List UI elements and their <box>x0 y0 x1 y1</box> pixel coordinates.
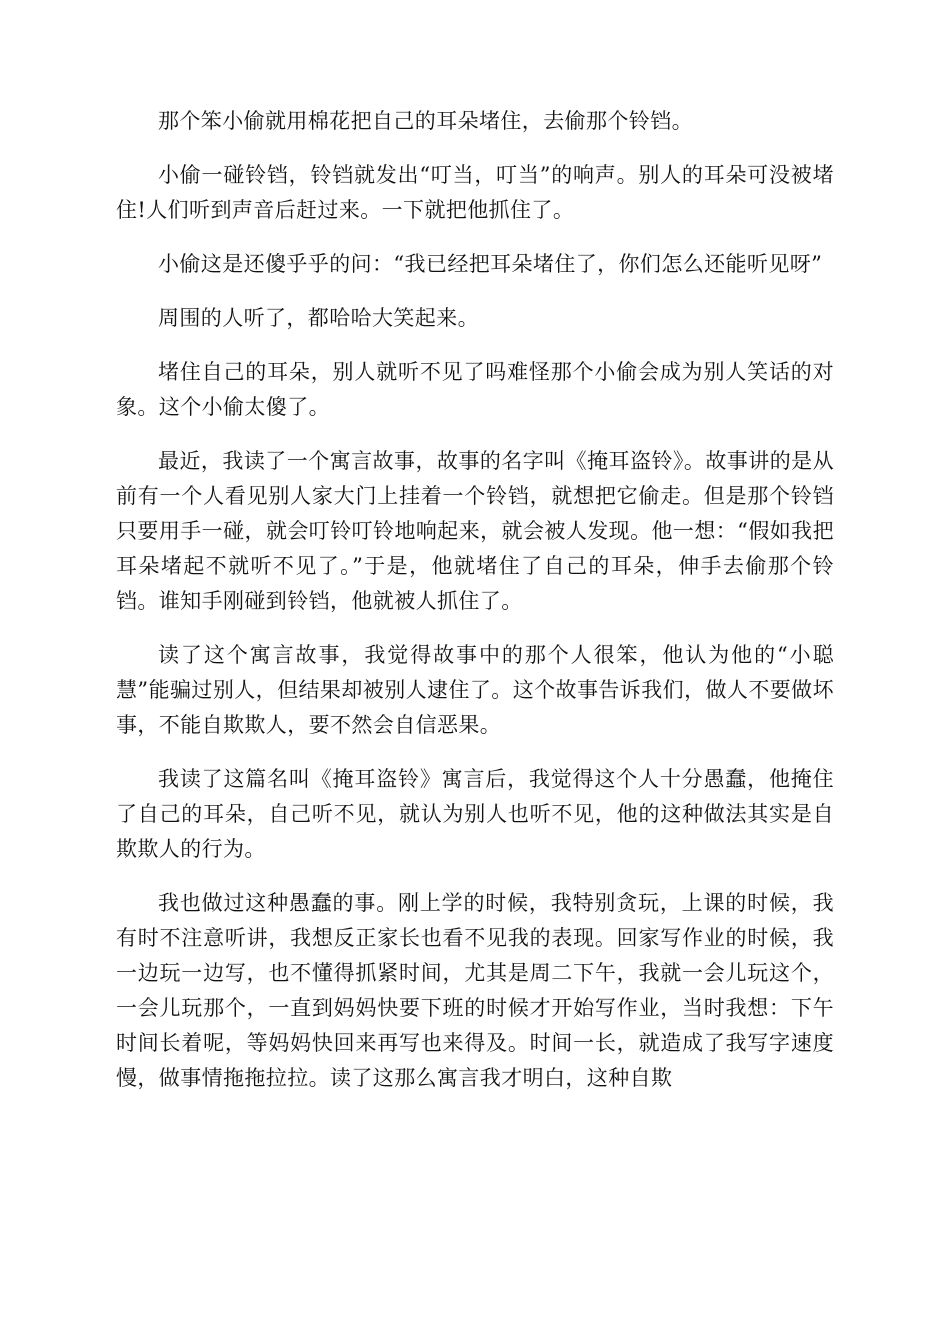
paragraph-5: 堵住自己的耳朵，别人就听不见了吗难怪那个小偷会成为别人笑话的对象。这个小偷太傻了。 <box>116 360 834 419</box>
paragraph-8: 我读了这篇名叫《掩耳盗铃》寓言后，我觉得这个人十分愚蠢，他掩住了自己的耳朵，自己听不见，就认为别人也听不见，他的这种做法其实是自欺欺人的行为。 <box>116 767 834 861</box>
paragraph-4: 周围的人听了，都哈哈大笑起来。 <box>158 306 479 330</box>
paragraph-1: 那个笨小偷就用棉花把自己的耳朵堵住，去偷那个铃铛。 <box>158 109 693 133</box>
paragraph-6: 最近，我读了一个寓言故事，故事的名字叫《掩耳盗铃》。故事讲的是从前有一个人看见别人家大门上挂着一个铃铛，就想把它偷走。但是那个铃铛只要用手一碰，就会叮铃叮铃地响起来，就会被人发现。他一想：“假如我把耳朵堵起不就听不见了。”于是，他就堵住了自己的耳朵，伸手去偷那个铃铛。谁知手刚碰到铃铛，他就被人抓住了。 <box>116 449 834 613</box>
document-page <box>116 104 834 1115</box>
paragraph-7: 读了这个寓言故事，我觉得故事中的那个人很笨，他认为他的“小聪慧”能骗过别人，但结果却被别人逮住了。这个故事告诉我们，做人不要做坏事，不能自欺欺人，要不然会自信恶果。 <box>116 643 834 737</box>
paragraph-9: 我也做过这种愚蠢的事。刚上学的时候，我特别贪玩，上课的时候，我有时不注意听讲，我想反正家长也看不见我的表现。回家写作业的时候，我一边玩一边写，也不懂得抓紧时间，尤其是周二下午，我就一会儿玩这个，一会儿玩那个，一直到妈妈快要下班的时候才开始写作业，当时我想：下午时间长着呢，等妈妈快回来再写也来得及。时间一长，就造成了我写字速度慢，做事情拖拖拉拉。读了这那么寓言我才明白，这种自欺 <box>116 891 834 1090</box>
paragraph-2: 小偷一碰铃铛，铃铛就发出“叮当，叮当”的响声。别人的耳朵可没被堵住!人们听到声音后赶过来。一下就把他抓住了。 <box>116 163 834 222</box>
paragraph-3: 小偷这是还傻乎乎的问：“我已经把耳朵堵住了，你们怎么还能听见呀” <box>158 252 823 276</box>
